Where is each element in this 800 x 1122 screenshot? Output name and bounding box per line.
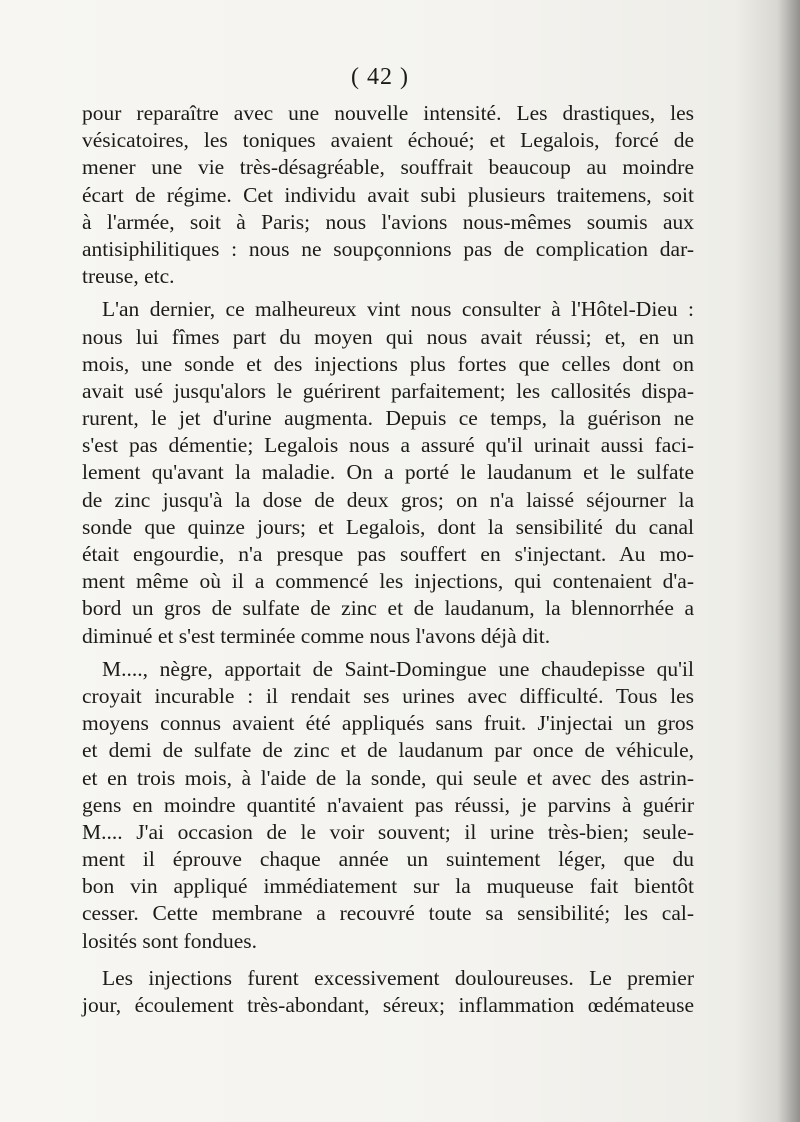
text-line: diminué et s'est terminée comme nous l'avons déjà dit. [82, 623, 551, 648]
text-line: mener une vie très-désagréable, souffrait beaucoup au moindre [82, 155, 694, 180]
text-line: vésicatoires, les toniques avaient échoué; et Legalois, forcé de [82, 128, 694, 153]
text-line: bon vin appliqué immédiatement sur la muqueuse fait bientôt [82, 874, 694, 899]
text-line: mois, une sonde et des injections plus fortes que celles dont on [82, 351, 694, 376]
text-line: lement qu'avant la maladie. On a porté le laudanum et le sulfate [82, 460, 694, 485]
text-line: moyens connus avaient été appliqués sans fruit. J'injectai un gros [82, 711, 694, 736]
text-line: treuse, etc. [82, 264, 175, 289]
paragraph-3 [82, 656, 694, 955]
text-line: M...., nègre, apportait de Saint-Domingue une chaudepisse qu'il [102, 656, 694, 681]
text-line: jour, écoulement très-abondant, séreux; inflammation œdémateuse [82, 993, 694, 1017]
text-line: ment il éprouve chaque année un suintement léger, que du [82, 847, 694, 872]
text-line: Les injections furent excessivement douloureuses. Le premier [102, 965, 694, 990]
text-line: pour reparaître avec une nouvelle intensité. Les drastiques, les [82, 101, 694, 125]
paragraph-2 [82, 296, 694, 649]
text-line: nous lui fîmes part du moyen qui nous avait réussi; et, en un [82, 324, 694, 349]
text-line: avait usé jusqu'alors le guérirent parfaitement; les callosités dispa- [82, 378, 694, 403]
text-line: antisiphilitiques : nous ne soupçonnions pas de complication dar- [82, 236, 694, 261]
text-line: gens en moindre quantité n'avaient pas réussi, je parvins à guérir [82, 792, 694, 817]
page-number: ( 42 ) [351, 64, 409, 90]
text-line: et en trois mois, à l'aide de la sonde, qui seule et avec des astrin- [82, 765, 694, 790]
paragraph-4 [82, 965, 694, 1019]
paragraph-1 [82, 100, 694, 290]
text-line: losités sont fondues. [82, 928, 257, 953]
text-line: et demi de sulfate de zinc et de laudanum par once de véhicule, [82, 738, 694, 763]
text-line: de zinc jusqu'à la dose de deux gros; on n'a laissé séjourner la [82, 487, 694, 512]
text-line: croyait incurable : il rendait ses urines avec difficulté. Tous les [82, 683, 694, 708]
text-line: sonde que quinze jours; et Legalois, dont la sensibilité du canal [82, 514, 694, 539]
text-line: était engourdie, n'a presque pas souffert en s'injectant. Au mo- [82, 542, 694, 566]
text-line: ment même où il a commencé les injections, qui contenaient d'a- [82, 569, 694, 594]
body-text [82, 100, 694, 1019]
page-edge-shadow [778, 0, 800, 1122]
text-line: à l'armée, soit à Paris; nous l'avions nous-mêmes soumis aux [82, 209, 694, 234]
text-line: s'est pas démentie; Legalois nous a assuré qu'il urinait aussi faci- [82, 433, 694, 458]
text-line: écart de régime. Cet individu avait subi plusieurs traitemens, soit [82, 182, 694, 207]
text-line: rurent, le jet d'urine augmenta. Depuis ce temps, la guérison ne [82, 406, 694, 431]
text-line: M.... J'ai occasion de le voir souvent; il urine très-bien; seule- [82, 819, 694, 844]
text-line: cesser. Cette membrane a recouvré toute sa sensibilité; les cal- [82, 901, 694, 926]
text-line: L'an dernier, ce malheureux vint nous consulter à l'Hôtel-Dieu : [102, 297, 694, 322]
text-line: bord un gros de sulfate de zinc et de laudanum, la blennorrhée a [82, 596, 694, 621]
